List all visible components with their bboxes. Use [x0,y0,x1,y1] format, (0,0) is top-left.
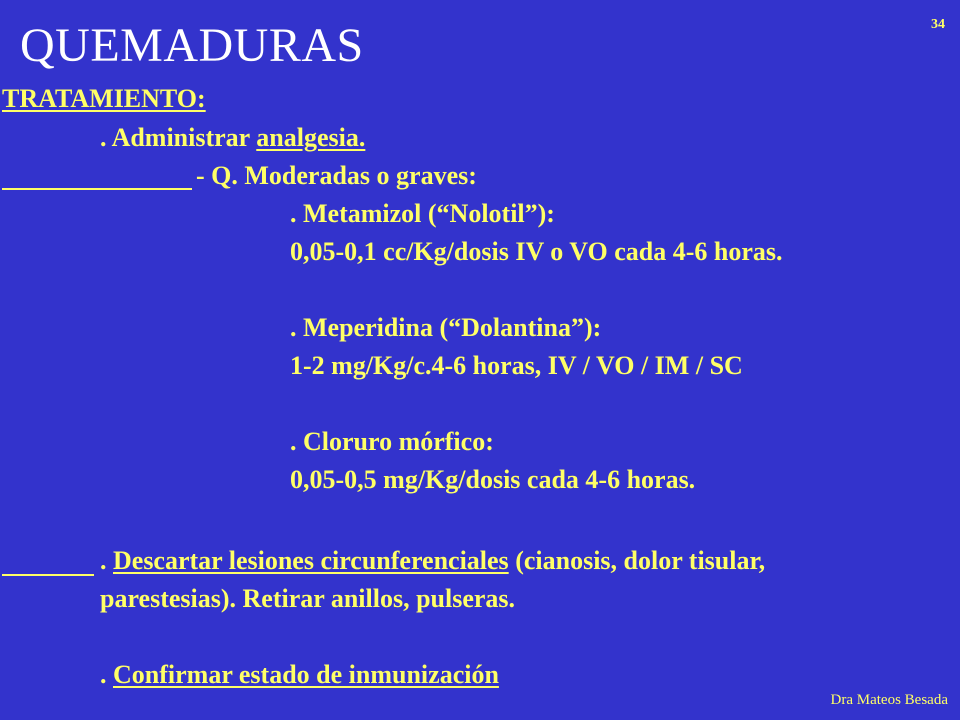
confirmar-item [100,658,499,692]
analgesia-item [100,121,365,155]
analgesia-prefix: . Administrar [100,123,257,152]
cloruro-dose: 0,05-0,5 mg/Kg/dosis cada 4-6 horas. [290,465,696,494]
descartar-link: Descartar lesiones circunferenciales [113,546,509,575]
slide-title: QUEMADURAS [20,19,364,72]
indent-rule-1 [2,188,192,190]
metamizol-dose: 0,05-0,1 cc/Kg/dosis IV o VO cada 4-6 horas. [290,237,783,266]
descartar-rest: (cianosis, dolor tisular, [508,546,766,575]
footer-author: Dra Mateos Besada [830,692,948,708]
analgesia-link: analgesia. [256,123,366,152]
page-number: 34 [931,17,945,32]
cloruro-name: . Cloruro mórfico: [290,427,494,456]
indent-rule-2 [2,574,94,576]
metamizol-name: . Metamizol (“Nolotil”): [290,199,555,228]
descartar-line-2: parestesias). Retirar anillos, pulseras. [100,584,516,613]
confirmar-link: Confirmar estado de inmunización [113,660,499,689]
section-heading: TRATAMIENTO: [2,84,206,113]
meperidina-dose: 1-2 mg/Kg/c.4-6 horas, IV / VO / IM / SC [290,351,743,380]
confirmar-prefix: . [100,660,113,689]
descartar-prefix: . [100,546,113,575]
moderate-severe-item: - Q. Moderadas o graves: [196,161,477,190]
meperidina-name: . Meperidina (“Dolantina”): [290,313,602,342]
descartar-item [100,544,765,578]
